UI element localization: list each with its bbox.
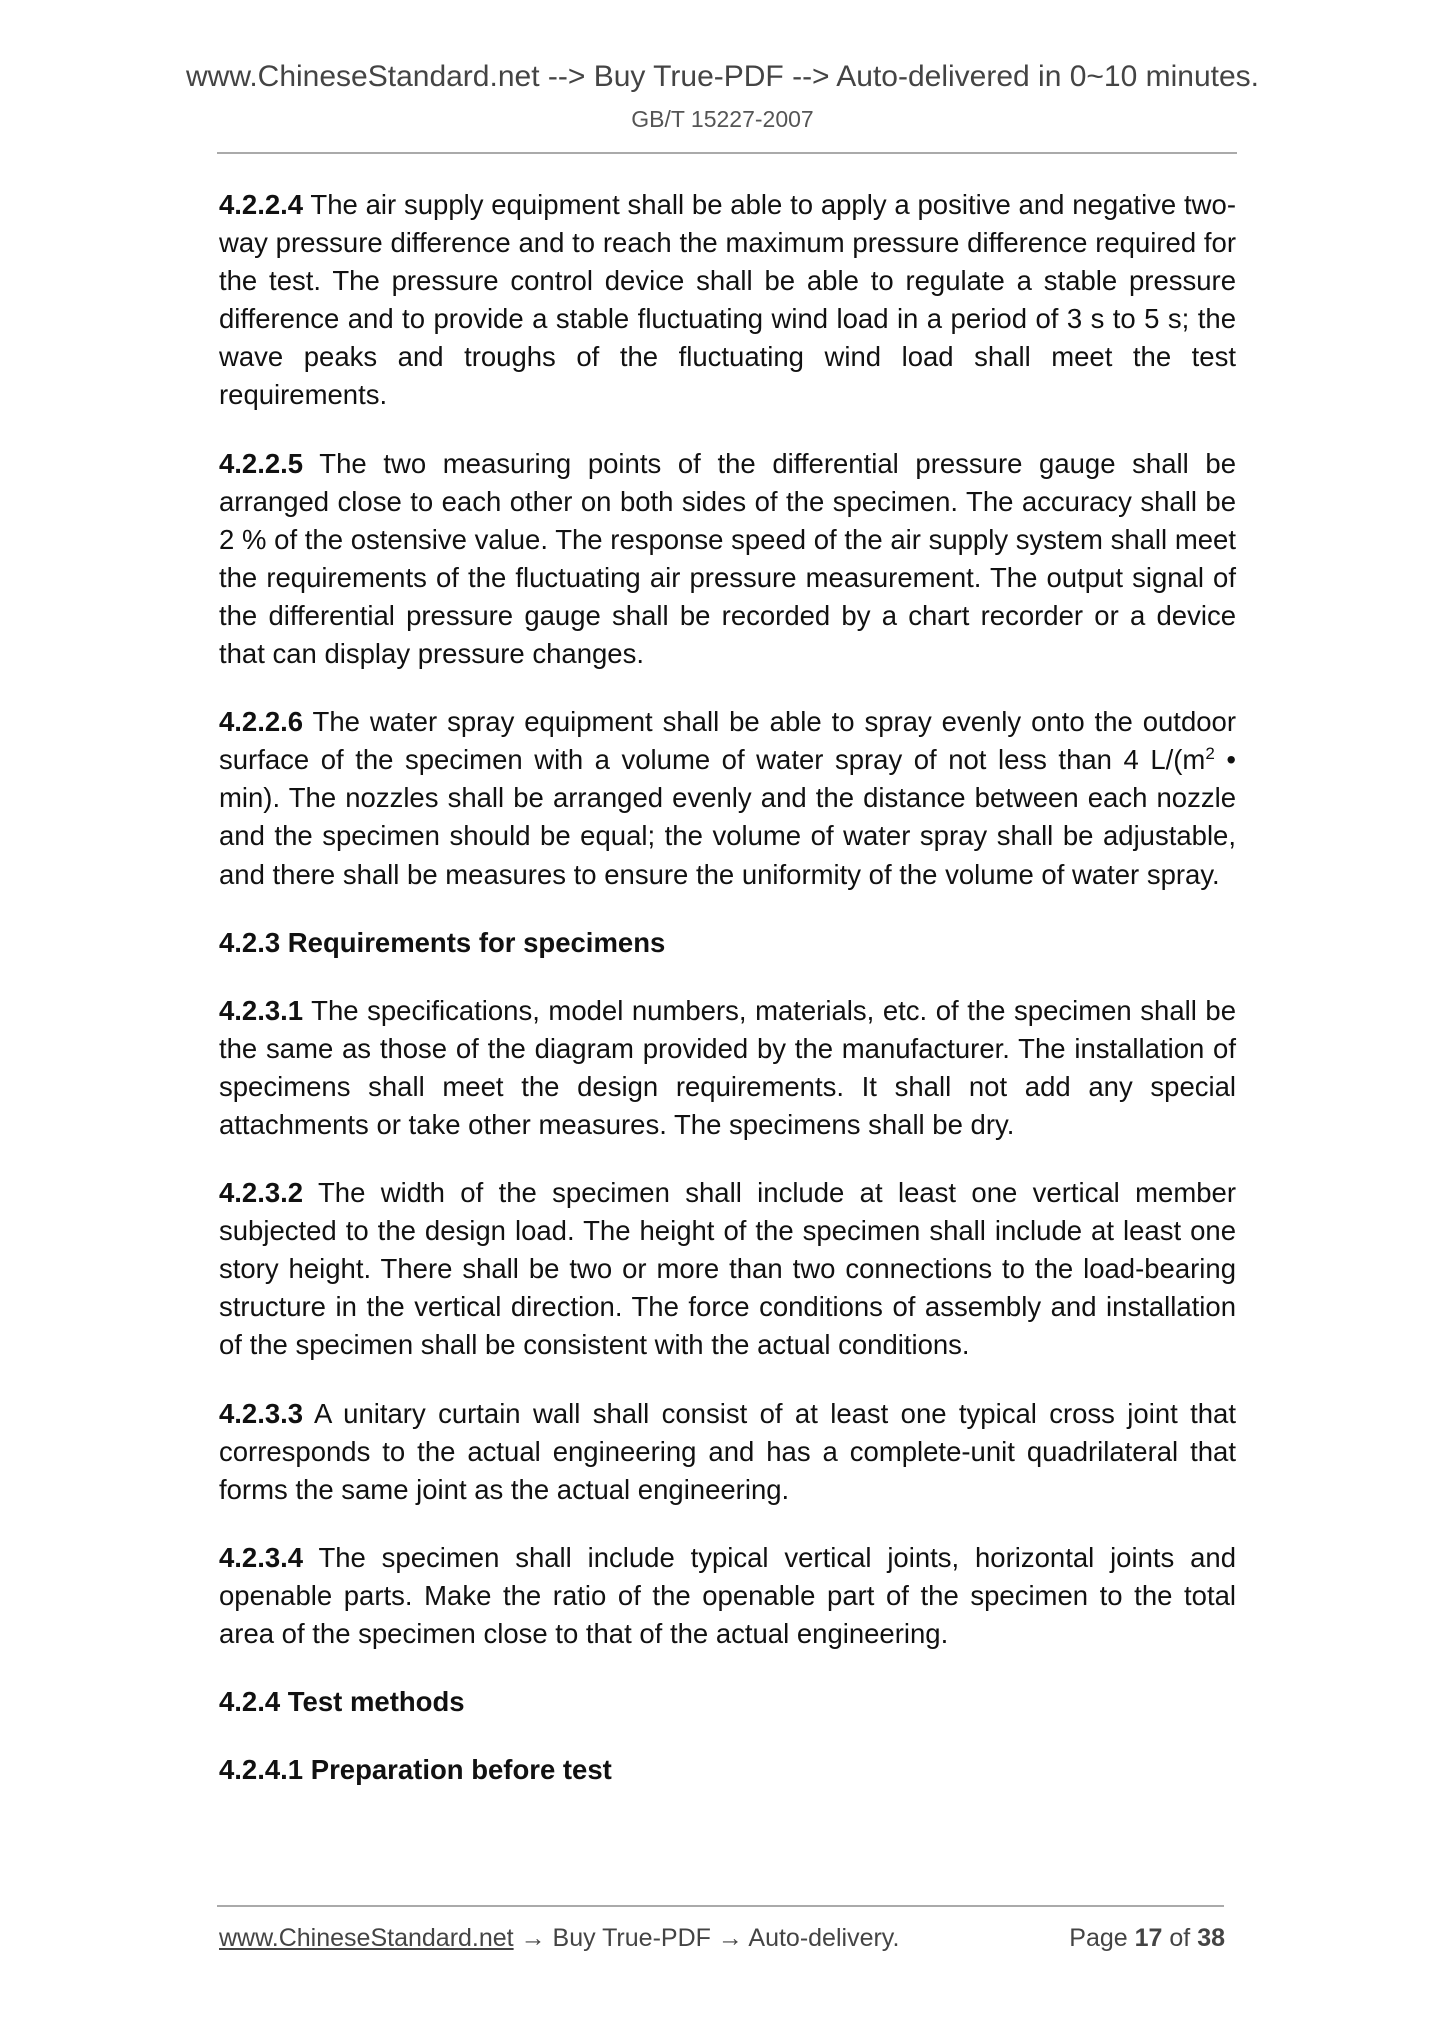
clause-4-2-2-6: 4.2.2.6 The water spray equipment shall be able to spray evenly onto the outdoor surface of the specimen with a volume of water spray of not less than 4 $L/(m^2$ • min). The nozzles shall be arranged evenly and the distance between each nozzle and the specimen should be equal; the volume of water spray shall be adjustable, and there shall be measures to ensure the uniformity of the volume of water spray. — [219, 706, 1236, 890]
section-heading: 4.2.3 Requirements for specimens — [219, 926, 666, 958]
header-banner: www.ChineseStandard.net --> Buy True-PDF --> Auto-delivered in 0~10 minutes. — [185, 60, 1260, 93]
footer-divider — [217, 1905, 1224, 1907]
footer-link[interactable]: www.ChineseStandard.net — [219, 1924, 514, 1952]
section-heading: 4.2.4 Test methods — [219, 1686, 465, 1718]
page-indicator: Page 17 of 38 — [1069, 1924, 1225, 1952]
clause-4-2-2-5: 4.2.2.5 The two measuring points of the differential pressure gauge shall be arranged close to each other on both sides of the specimen. The accuracy shall be 2 % of the ostensive value. The response speed of the air supply system shall meet the requirements of the fluctuating air pressure measurement. The output signal of the differential pressure gauge shall be recorded by a chart recorder or a device that can display pressure changes. — [219, 447, 1236, 670]
clause-4-2-2-4: 4.2.2.4 The air supply equipment shall be able to apply a positive and negative two-way pressure difference and to reach the maximum pressure difference required for the test. The pressure control device shall be able to regulate a stable pressure difference and to provide a stable fluctuating wind load in a period of 3 s to 5 s; the wave peaks and troughs of the fluctuating wind load shall meet the test requirements. — [219, 189, 1236, 411]
footer: www.ChineseStandard.net → Buy True-PDF → Auto-delivery. Page 17 of 38 — [219, 1924, 1225, 1952]
subsection-heading: 4.2.4.1 Preparation before test — [219, 1754, 612, 1786]
clause-4-2-3-3: 4.2.3.3 A unitary curtain wall shall consist of at least one typical cross joint that corresponds to the actual engineering and has a complete-unit quadrilateral that forms the same joint as the actual engineering. — [219, 1397, 1236, 1505]
document-body — [219, 186, 1236, 1819]
clause-4-2-3-2: 4.2.3.2 The width of the specimen shall include at least one vertical member subjected to the design load. The height of the specimen shall include at least one story height. There shall be two or more than two connections to the load-bearing structure in the vertical direction. The force conditions of assembly and installation of the specimen shall be consistent with the actual conditions. — [219, 1177, 1236, 1361]
header-divider — [217, 152, 1237, 154]
clause-4-2-3-4: 4.2.3.4 The specimen shall include typical vertical joints, horizontal joints and openable parts. Make the ratio of the openable part of the specimen to the total area of the specimen close to that of the actual engineering. — [219, 1541, 1236, 1649]
clause-4-2-3-1: 4.2.3.1 The specifications, model numbers, materials, etc. of the specimen shall be the same as those of the diagram provided by the manufacturer. The installation of specimens shall meet the design requirements. It shall not add any special attachments or take other measures. The specimens shall be dry. — [219, 994, 1236, 1140]
standard-number: GB/T 15227-2007 — [631, 106, 814, 132]
